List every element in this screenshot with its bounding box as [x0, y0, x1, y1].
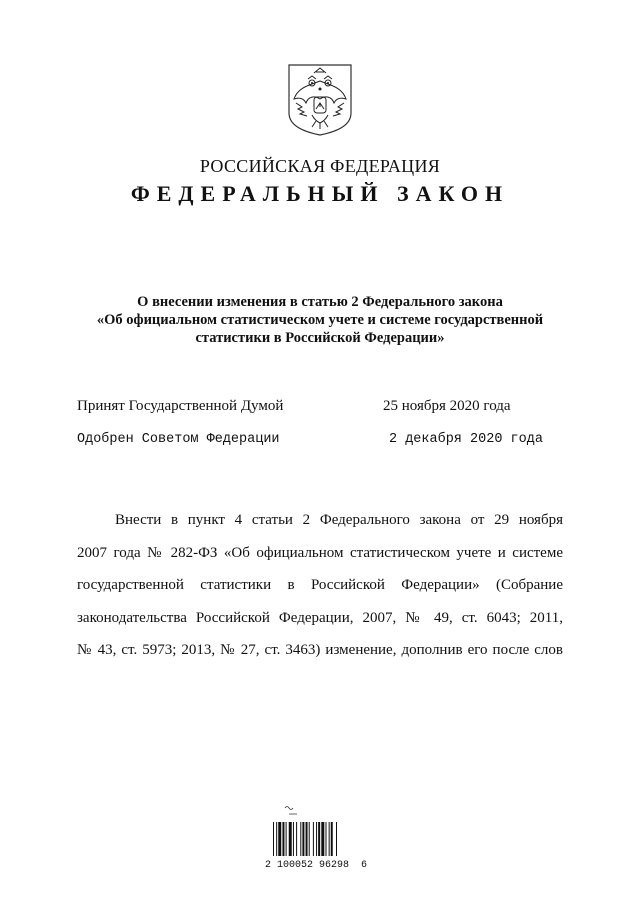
law-body	[77, 504, 563, 667]
body-line: государственной статистики в Российской Федерации» (Собрание	[77, 577, 563, 593]
body-line: № 43, ст. 5973; 2013, № 27, ст. 3463) изменение, дополнив его после слов	[77, 642, 563, 658]
body-line: 2007 года № 282-ФЗ «Об официальном статистическом учете и системе	[77, 544, 563, 561]
law-title-line: статистики в Российской Федерации»	[195, 330, 445, 346]
barcode-icon	[271, 804, 371, 864]
barcode-number: 2 100052 96298 6	[265, 860, 368, 871]
body-line: законодательства Российской Федерации, 2007, № 49, ст. 6043; 2011,	[77, 609, 563, 626]
council-approval-label: Одобрен Советом Федерации	[77, 432, 280, 447]
duma-adoption-label: Принят Государственной Думой	[77, 398, 284, 414]
duma-adoption-date: 25 ноября 2020 года	[383, 398, 511, 414]
country-name: РОССИЙСКАЯ ФЕДЕРАЦИЯ	[199, 156, 441, 176]
coat-of-arms-icon	[286, 63, 354, 137]
law-title	[60, 293, 580, 347]
law-title-line: «Об официальном статистическом учете и системе государственной	[96, 312, 544, 328]
law-title-line: О внесении изменения в статью 2 Федерального закона	[137, 294, 503, 310]
council-approval-date: 2 декабря 2020 года	[389, 432, 543, 447]
body-line: Внести в пункт 4 статьи 2 Федерального закона от 29 ноября	[115, 512, 563, 528]
document-type: ФЕДЕРАЛЬНЫЙ ЗАКОН	[130, 181, 510, 206]
